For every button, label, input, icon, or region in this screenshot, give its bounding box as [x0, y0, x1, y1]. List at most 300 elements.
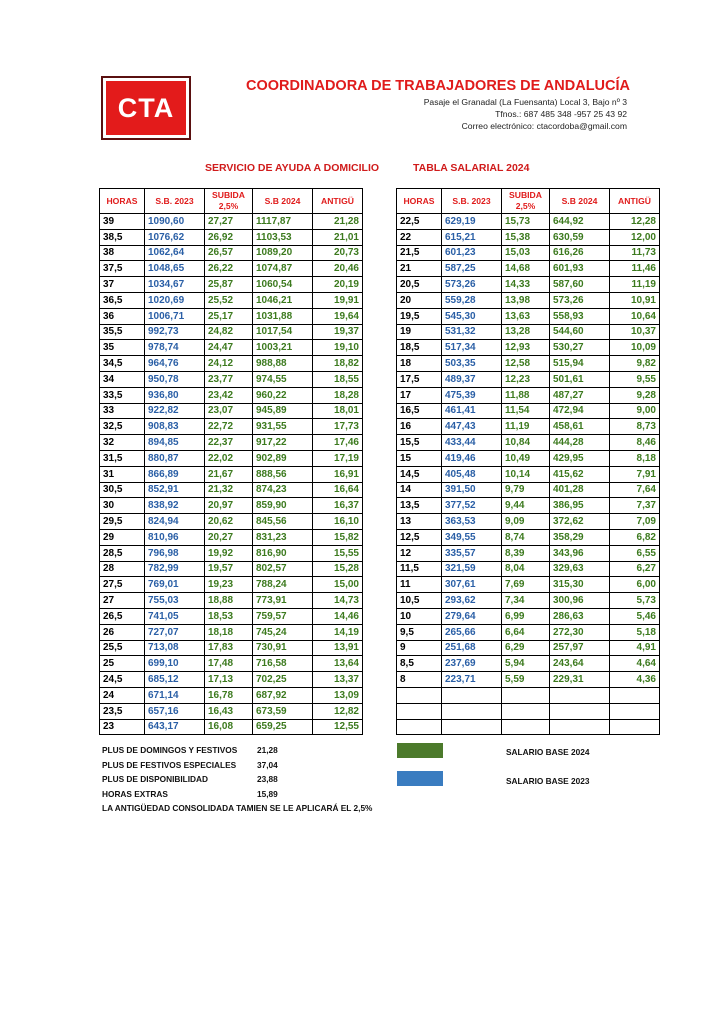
- table-row: [397, 498, 660, 514]
- cell-sb2024: 272,30: [550, 624, 610, 640]
- cell-horas: 21: [397, 261, 442, 277]
- cell-sb2023: 349,55: [442, 529, 502, 545]
- table-row: [100, 529, 363, 545]
- cell-subida: 24,12: [205, 356, 253, 372]
- cell-sb2024: 831,23: [253, 529, 313, 545]
- cell-antiguedad: 19,37: [313, 324, 363, 340]
- table-row: [397, 261, 660, 277]
- cell-antiguedad: 20,73: [313, 245, 363, 261]
- cell-horas: 9,5: [397, 624, 442, 640]
- table-row: [100, 624, 363, 640]
- cell-antiguedad: 16,37: [313, 498, 363, 514]
- cell-sb2023: 531,32: [442, 324, 502, 340]
- legend-swatch-2023: [397, 771, 443, 786]
- table-row: [397, 387, 660, 403]
- cell-sb2024: [550, 703, 610, 719]
- cell-subida: 9,44: [502, 498, 550, 514]
- cell-sb2024: [550, 719, 610, 735]
- cell-horas: 18: [397, 356, 442, 372]
- cell-antiguedad: 14,46: [313, 608, 363, 624]
- table-row: [397, 340, 660, 356]
- cell-sb2023: 615,21: [442, 229, 502, 245]
- cell-horas: 16: [397, 419, 442, 435]
- cell-antiguedad: 8,46: [610, 435, 660, 451]
- cell-sb2023: 964,76: [145, 356, 205, 372]
- cell-antiguedad: 9,55: [610, 371, 660, 387]
- cell-sb2024: 673,59: [253, 703, 313, 719]
- cell-subida: 11,19: [502, 419, 550, 435]
- table-row: [397, 403, 660, 419]
- cell-horas: 14: [397, 482, 442, 498]
- cell-subida: 26,57: [205, 245, 253, 261]
- cell-horas: 20,5: [397, 277, 442, 293]
- cell-horas: 29: [100, 529, 145, 545]
- note-label: HORAS EXTRAS: [102, 788, 168, 799]
- cell-sb2023: 321,59: [442, 561, 502, 577]
- table-row: [397, 277, 660, 293]
- cell-antiguedad: 13,37: [313, 672, 363, 688]
- cell-sb2024: 687,92: [253, 687, 313, 703]
- table-row: [100, 672, 363, 688]
- cell-antiguedad: 15,55: [313, 545, 363, 561]
- notes-block: [102, 745, 372, 818]
- table-row: [100, 703, 363, 719]
- table-row: [397, 577, 660, 593]
- cell-sb2023: 293,62: [442, 593, 502, 609]
- cell-antiguedad: 6,27: [610, 561, 660, 577]
- cell-antiguedad: 21,01: [313, 229, 363, 245]
- cell-antiguedad: 18,82: [313, 356, 363, 372]
- table-row: [397, 687, 660, 703]
- cell-subida: 12,58: [502, 356, 550, 372]
- cell-sb2023: 545,30: [442, 308, 502, 324]
- cell-antiguedad: 10,09: [610, 340, 660, 356]
- cell-horas: 16,5: [397, 403, 442, 419]
- cell-sb2024: 988,88: [253, 356, 313, 372]
- cell-antiguedad: 8,18: [610, 450, 660, 466]
- cell-subida: 17,13: [205, 672, 253, 688]
- cell-sb2023: 657,16: [145, 703, 205, 719]
- col-header-horas: HORAS: [100, 189, 145, 214]
- cell-antiguedad: 6,82: [610, 529, 660, 545]
- cell-sb2023: 1048,65: [145, 261, 205, 277]
- col-header-subida: SUBIDA 2,5%: [205, 189, 253, 214]
- cell-sb2023: 629,19: [442, 214, 502, 230]
- cell-subida: 6,64: [502, 624, 550, 640]
- table-row: [397, 608, 660, 624]
- cell-antiguedad: 11,73: [610, 245, 660, 261]
- cell-sb2023: [442, 703, 502, 719]
- cell-sb2024: 300,96: [550, 593, 610, 609]
- logo-text: CTA: [106, 81, 186, 135]
- cell-antiguedad: 7,09: [610, 514, 660, 530]
- cell-sb2023: [442, 719, 502, 735]
- cell-subida: 20,27: [205, 529, 253, 545]
- note-row: [102, 803, 372, 818]
- cell-sb2023: 265,66: [442, 624, 502, 640]
- legend-label-2024: SALARIO BASE 2024: [506, 747, 590, 757]
- cell-horas: [397, 687, 442, 703]
- cell-horas: 9: [397, 640, 442, 656]
- table-row: [397, 703, 660, 719]
- cell-antiguedad: 12,00: [610, 229, 660, 245]
- cell-subida: 15,73: [502, 214, 550, 230]
- note-value: 37,04: [257, 759, 278, 770]
- cell-sb2023: 727,07: [145, 624, 205, 640]
- cell-antiguedad: 5,18: [610, 624, 660, 640]
- table-row: [397, 419, 660, 435]
- cell-subida: 19,92: [205, 545, 253, 561]
- table-row: [397, 229, 660, 245]
- table-row: [397, 656, 660, 672]
- table-row: [397, 308, 660, 324]
- cell-sb2023: 237,69: [442, 656, 502, 672]
- cell-horas: 20: [397, 292, 442, 308]
- cell-subida: 7,69: [502, 577, 550, 593]
- cell-horas: 33,5: [100, 387, 145, 403]
- cell-antiguedad: 16,91: [313, 466, 363, 482]
- cell-subida: 20,97: [205, 498, 253, 514]
- cell-sb2024: 1031,88: [253, 308, 313, 324]
- table-row: [100, 261, 363, 277]
- service-subtitle: SERVICIO DE AYUDA A DOMICILIO: [205, 162, 380, 174]
- table-row: [100, 340, 363, 356]
- cell-sb2024: 773,91: [253, 593, 313, 609]
- cell-subida: 9,09: [502, 514, 550, 530]
- cell-subida: 21,32: [205, 482, 253, 498]
- cell-sb2023: 838,92: [145, 498, 205, 514]
- cell-sb2024: 587,60: [550, 277, 610, 293]
- cell-subida: 10,84: [502, 435, 550, 451]
- cell-horas: 34,5: [100, 356, 145, 372]
- cell-sb2023: 741,05: [145, 608, 205, 624]
- table-row: [397, 482, 660, 498]
- cell-sb2024: 845,56: [253, 514, 313, 530]
- col-header-sb2023: S.B. 2023: [442, 189, 502, 214]
- cell-sb2024: 515,94: [550, 356, 610, 372]
- cell-sb2023: 307,61: [442, 577, 502, 593]
- legend-swatch-2024: [397, 743, 443, 758]
- table-row: [100, 277, 363, 293]
- table-row: [100, 719, 363, 735]
- table-row: [100, 292, 363, 308]
- cell-horas: 32,5: [100, 419, 145, 435]
- table-row: [100, 214, 363, 230]
- cell-sb2024: 745,24: [253, 624, 313, 640]
- address-line: Pasaje el Granadal (La Fuensanta) Local 3, Bajo nº 3: [423, 97, 627, 107]
- cell-sb2024: 386,95: [550, 498, 610, 514]
- cell-sb2024: 329,63: [550, 561, 610, 577]
- col-header-subida: SUBIDA 2,5%: [502, 189, 550, 214]
- note-row: [102, 760, 372, 775]
- cell-sb2023: 1006,71: [145, 308, 205, 324]
- cell-horas: 32: [100, 435, 145, 451]
- cell-subida: 22,37: [205, 435, 253, 451]
- note-label: LA ANTIGÜEDAD CONSOLIDADA TAMIEN SE LE APLICARÁ EL 2,5%: [102, 803, 373, 813]
- cell-subida: 5,94: [502, 656, 550, 672]
- cell-horas: 24: [100, 687, 145, 703]
- table-row: [100, 687, 363, 703]
- table-row: [100, 324, 363, 340]
- cell-sb2024: 415,62: [550, 466, 610, 482]
- table-row: [397, 450, 660, 466]
- cell-horas: 36: [100, 308, 145, 324]
- cell-sb2023: 517,34: [442, 340, 502, 356]
- cell-sb2024: 630,59: [550, 229, 610, 245]
- cell-sb2024: 601,93: [550, 261, 610, 277]
- cell-sb2023: 279,64: [442, 608, 502, 624]
- cell-horas: 33: [100, 403, 145, 419]
- table-row: [397, 245, 660, 261]
- note-row: [102, 774, 372, 789]
- cell-sb2024: 888,56: [253, 466, 313, 482]
- cell-sb2024: 917,22: [253, 435, 313, 451]
- cell-sb2024: 816,90: [253, 545, 313, 561]
- table-row: [100, 450, 363, 466]
- cell-sb2023: 405,48: [442, 466, 502, 482]
- cell-horas: 30,5: [100, 482, 145, 498]
- table-row: [397, 514, 660, 530]
- cell-sb2024: 544,60: [550, 324, 610, 340]
- cell-sb2024: 859,90: [253, 498, 313, 514]
- cell-antiguedad: 9,82: [610, 356, 660, 372]
- col-header-sb2023: S.B. 2023: [145, 189, 205, 214]
- cell-sb2024: 874,23: [253, 482, 313, 498]
- cell-sb2024: 1103,53: [253, 229, 313, 245]
- cell-antiguedad: 14,73: [313, 593, 363, 609]
- cell-sb2023: 922,82: [145, 403, 205, 419]
- cell-subida: 18,18: [205, 624, 253, 640]
- cell-sb2024: 974,55: [253, 371, 313, 387]
- cell-antiguedad: 12,55: [313, 719, 363, 735]
- cell-subida: 8,74: [502, 529, 550, 545]
- table-row: [100, 435, 363, 451]
- cell-antiguedad: 4,91: [610, 640, 660, 656]
- cell-subida: [502, 703, 550, 719]
- cell-sb2024: 1003,21: [253, 340, 313, 356]
- cell-sb2024: 530,27: [550, 340, 610, 356]
- cell-sb2023: 1034,67: [145, 277, 205, 293]
- cell-subida: 24,47: [205, 340, 253, 356]
- cell-horas: 34: [100, 371, 145, 387]
- cell-antiguedad: 19,91: [313, 292, 363, 308]
- cell-horas: 26,5: [100, 608, 145, 624]
- table-row: [100, 498, 363, 514]
- cell-subida: 19,57: [205, 561, 253, 577]
- cell-horas: 14,5: [397, 466, 442, 482]
- cell-subida: 19,23: [205, 577, 253, 593]
- cell-antiguedad: 9,00: [610, 403, 660, 419]
- cell-antiguedad: 5,46: [610, 608, 660, 624]
- cell-sb2024: 902,89: [253, 450, 313, 466]
- cell-sb2024: 472,94: [550, 403, 610, 419]
- cell-subida: 23,42: [205, 387, 253, 403]
- cell-subida: 16,43: [205, 703, 253, 719]
- cell-sb2024: 716,58: [253, 656, 313, 672]
- cell-sb2023: 866,89: [145, 466, 205, 482]
- cell-sb2024: 960,22: [253, 387, 313, 403]
- cell-sb2023: 447,43: [442, 419, 502, 435]
- cell-sb2023: 643,17: [145, 719, 205, 735]
- cell-sb2024: 759,57: [253, 608, 313, 624]
- table-row: [100, 577, 363, 593]
- table-row: [397, 561, 660, 577]
- cell-horas: 31,5: [100, 450, 145, 466]
- cell-horas: 31: [100, 466, 145, 482]
- cell-subida: 24,82: [205, 324, 253, 340]
- table-subtitle: TABLA SALARIAL 2024: [413, 162, 530, 174]
- cell-subida: 12,93: [502, 340, 550, 356]
- cell-antiguedad: 17,73: [313, 419, 363, 435]
- cell-horas: 15,5: [397, 435, 442, 451]
- cell-subida: 10,14: [502, 466, 550, 482]
- cell-subida: 7,34: [502, 593, 550, 609]
- note-value: 23,88: [257, 774, 278, 784]
- cell-subida: 26,92: [205, 229, 253, 245]
- cell-sb2023: 223,71: [442, 672, 502, 688]
- cell-horas: 17: [397, 387, 442, 403]
- cell-subida: 14,68: [502, 261, 550, 277]
- table-row: [397, 371, 660, 387]
- cell-antiguedad: 17,19: [313, 450, 363, 466]
- cell-sb2023: 782,99: [145, 561, 205, 577]
- cell-horas: 12: [397, 545, 442, 561]
- cell-sb2023: 769,01: [145, 577, 205, 593]
- cell-antiguedad: 8,73: [610, 419, 660, 435]
- cell-subida: 16,08: [205, 719, 253, 735]
- cell-subida: 13,98: [502, 292, 550, 308]
- salary-table-left: [99, 188, 363, 735]
- cell-sb2023: 251,68: [442, 640, 502, 656]
- cell-sb2023: 503,35: [442, 356, 502, 372]
- cell-sb2023: 335,57: [442, 545, 502, 561]
- cell-antiguedad: 13,64: [313, 656, 363, 672]
- cell-antiguedad: 4,36: [610, 672, 660, 688]
- cell-subida: 25,87: [205, 277, 253, 293]
- phone-line: Tfnos.: 687 485 348 -957 25 43 92: [495, 109, 627, 119]
- cell-subida: 18,88: [205, 593, 253, 609]
- salary-table-right: [396, 188, 660, 735]
- cell-sb2023: 419,46: [442, 450, 502, 466]
- table-row: [100, 245, 363, 261]
- cell-subida: 20,62: [205, 514, 253, 530]
- table-row: [100, 466, 363, 482]
- cell-horas: 21,5: [397, 245, 442, 261]
- table-row: [100, 514, 363, 530]
- cell-horas: 36,5: [100, 292, 145, 308]
- cell-sb2023: 894,85: [145, 435, 205, 451]
- table-row: [397, 292, 660, 308]
- email-line: Correo electrónico: ctacordoba@gmail.com: [461, 121, 627, 131]
- cell-sb2023: 363,53: [442, 514, 502, 530]
- cell-horas: 25: [100, 656, 145, 672]
- cell-subida: 25,17: [205, 308, 253, 324]
- cell-sb2024: 243,64: [550, 656, 610, 672]
- organization-name: COORDINADORA DE TRABAJADORES DE ANDALUCÍA: [246, 78, 630, 94]
- cell-subida: 21,67: [205, 466, 253, 482]
- cell-sb2024: 702,25: [253, 672, 313, 688]
- cell-horas: 38: [100, 245, 145, 261]
- cell-sb2023: 587,25: [442, 261, 502, 277]
- cell-horas: 18,5: [397, 340, 442, 356]
- legend-label-2023: SALARIO BASE 2023: [506, 776, 590, 786]
- cell-subida: 11,54: [502, 403, 550, 419]
- cell-sb2024: 358,29: [550, 529, 610, 545]
- table-row: [100, 403, 363, 419]
- table-row: [397, 719, 660, 735]
- cell-horas: 27: [100, 593, 145, 609]
- cell-subida: 8,04: [502, 561, 550, 577]
- cell-sb2024: 644,92: [550, 214, 610, 230]
- cell-subida: 23,77: [205, 371, 253, 387]
- cell-subida: 10,49: [502, 450, 550, 466]
- cell-sb2024: 487,27: [550, 387, 610, 403]
- cell-horas: 10: [397, 608, 442, 624]
- cell-subida: 6,29: [502, 640, 550, 656]
- cell-subida: [502, 687, 550, 703]
- table-row: [397, 435, 660, 451]
- note-label: PLUS DE FESTIVOS ESPECIALES: [102, 759, 237, 770]
- cell-antiguedad: 20,19: [313, 277, 363, 293]
- cell-antiguedad: 18,55: [313, 371, 363, 387]
- cell-antiguedad: 13,09: [313, 687, 363, 703]
- cell-subida: 9,79: [502, 482, 550, 498]
- cell-sb2023: 713,08: [145, 640, 205, 656]
- cell-subida: [502, 719, 550, 735]
- cell-horas: 37: [100, 277, 145, 293]
- cell-sb2023: 391,50: [442, 482, 502, 498]
- cell-antiguedad: 10,37: [610, 324, 660, 340]
- cell-horas: 19: [397, 324, 442, 340]
- table-row: [397, 624, 660, 640]
- note-row: [102, 789, 372, 804]
- cell-antiguedad: 10,64: [610, 308, 660, 324]
- table-row: [100, 387, 363, 403]
- cell-subida: 22,72: [205, 419, 253, 435]
- cell-horas: [397, 703, 442, 719]
- table-row: [397, 529, 660, 545]
- cell-antiguedad: 7,64: [610, 482, 660, 498]
- col-header-sb2024: S.B 2024: [550, 189, 610, 214]
- cell-sb2023: 433,44: [442, 435, 502, 451]
- cell-horas: 30: [100, 498, 145, 514]
- cell-horas: 22,5: [397, 214, 442, 230]
- cell-sb2023: 992,73: [145, 324, 205, 340]
- cell-horas: 35: [100, 340, 145, 356]
- cell-antiguedad: 12,82: [313, 703, 363, 719]
- cell-horas: 39: [100, 214, 145, 230]
- cell-sb2023: 852,91: [145, 482, 205, 498]
- cell-antiguedad: 14,19: [313, 624, 363, 640]
- cell-horas: [397, 719, 442, 735]
- table-row: [100, 545, 363, 561]
- col-header-antig: ANTIGÜ: [610, 189, 660, 214]
- cell-antiguedad: 12,28: [610, 214, 660, 230]
- cell-sb2023: [442, 687, 502, 703]
- cell-antiguedad: 4,64: [610, 656, 660, 672]
- cell-horas: 22: [397, 229, 442, 245]
- cell-antiguedad: 7,37: [610, 498, 660, 514]
- cell-sb2023: 796,98: [145, 545, 205, 561]
- cell-sb2024: 659,25: [253, 719, 313, 735]
- note-value: 15,89: [257, 788, 278, 799]
- cell-horas: 13: [397, 514, 442, 530]
- cell-antiguedad: 6,55: [610, 545, 660, 561]
- cell-sb2023: 489,37: [442, 371, 502, 387]
- table-row: [397, 545, 660, 561]
- table-row: [397, 672, 660, 688]
- cell-sb2023: 601,23: [442, 245, 502, 261]
